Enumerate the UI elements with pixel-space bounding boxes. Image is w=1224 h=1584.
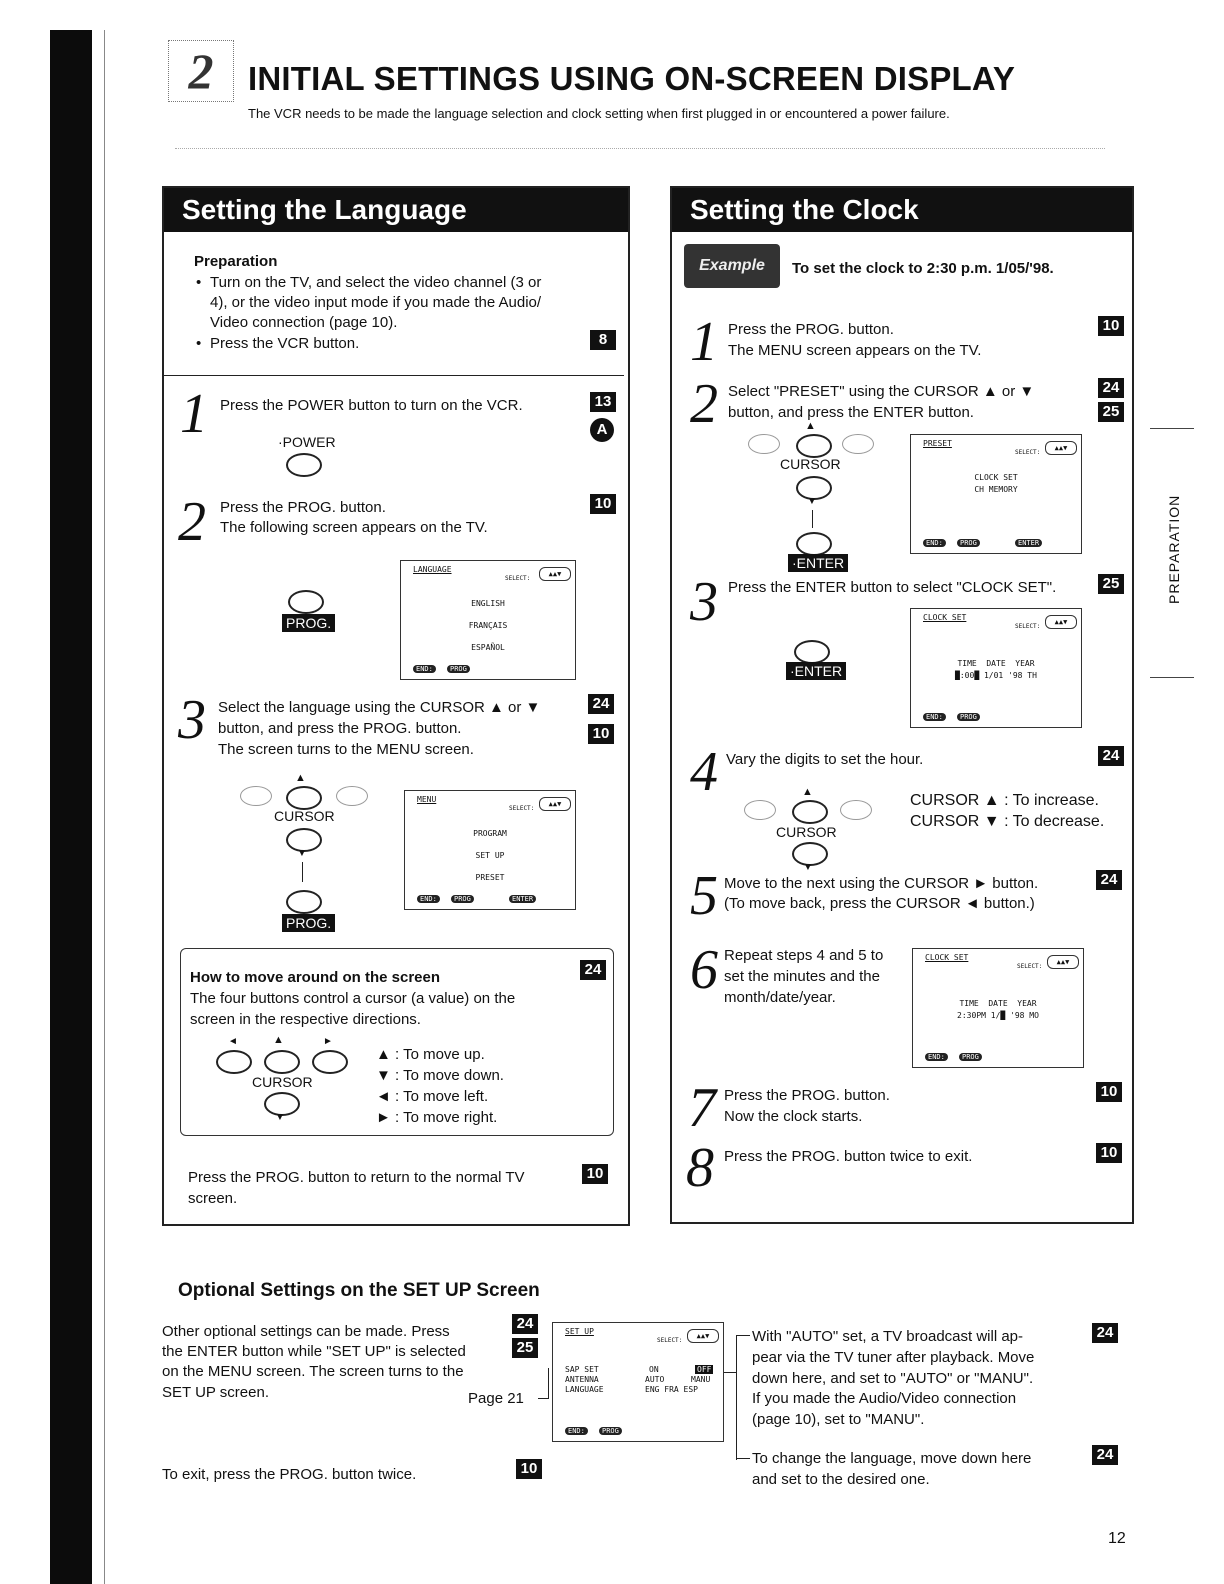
screen-footer: PROG	[451, 895, 474, 903]
step-number: 7	[688, 1077, 716, 1139]
up-arrow-icon: ▲	[805, 420, 816, 432]
cursor-left-button[interactable]	[240, 786, 272, 806]
screen-item: SET UP	[475, 851, 505, 860]
optional-title: Optional Settings on the SET UP Screen	[178, 1280, 540, 1301]
arrows-icon: ▲▲▼	[1047, 955, 1079, 969]
setup-row-value: AUTO	[645, 1375, 665, 1384]
screen-item: ESPAÑOL	[471, 643, 505, 652]
step-number: 5	[690, 865, 718, 927]
step-number: 2	[690, 373, 718, 435]
step-text: The following screen appears on the TV.	[220, 519, 488, 536]
step-text: Press the ENTER button to select "CLOCK SET".	[728, 579, 1057, 596]
page-ref-badge: 10	[1096, 1082, 1122, 1102]
step-number: 3	[178, 689, 206, 751]
tv-screen-clock-set	[910, 608, 1082, 728]
page-ref-badge: 10	[516, 1459, 542, 1479]
how-to-move-text: screen in the respective directions.	[190, 1011, 421, 1028]
setup-row-label: SAP SET	[565, 1365, 599, 1374]
cursor-label: CURSOR	[780, 456, 841, 472]
page-ref-badge: 10	[582, 1164, 608, 1184]
note-text: If you made the Audio/Video connection	[752, 1390, 1017, 1407]
cursor-left-button[interactable]	[748, 434, 780, 454]
page-ref-badge: 8	[590, 330, 616, 350]
setup-row-label: ANTENNA	[565, 1375, 599, 1384]
screen-title: LANGUAGE	[413, 565, 452, 574]
note-text: To change the language, move down here	[752, 1450, 1032, 1467]
up-arrow-icon: ▲	[802, 786, 813, 798]
prog-button[interactable]	[288, 590, 324, 614]
connector-line	[302, 862, 303, 882]
setup-row-value: MANU	[691, 1375, 711, 1384]
screen-footer: PROG	[599, 1427, 622, 1435]
enter-button[interactable]	[796, 532, 832, 556]
page-ref-badge: 25	[512, 1338, 538, 1358]
screen-footer: PROG	[957, 713, 980, 721]
step-text: button, and press the PROG. button.	[218, 720, 462, 737]
cursor-down-note: CURSOR ▼ : To decrease.	[910, 813, 1105, 830]
prep-bullet: •	[196, 335, 202, 352]
prog-button-label: PROG.	[282, 914, 335, 932]
screen-header: TIME DATE YEAR	[957, 659, 1035, 668]
callout-line	[736, 1458, 750, 1459]
screen-footer: END:	[417, 895, 440, 903]
prep-line: Press the VCR button.	[210, 335, 360, 352]
setup-row-value: ENG FRA ESP	[645, 1385, 698, 1394]
page-ref-badge: 13	[590, 392, 616, 412]
return-text: Press the PROG. button to return to the normal TV	[188, 1169, 525, 1186]
screen-select: SELECT:	[1015, 623, 1041, 630]
binding-bar	[50, 30, 92, 1584]
page-title: INITIAL SETTINGS USING ON-SCREEN DISPLAY	[248, 60, 1016, 97]
page-ref-badge: 10	[590, 494, 616, 514]
note-text: down here, and set to "AUTO" or "MANU".	[752, 1370, 1034, 1387]
step-text: button, and press the ENTER button.	[728, 404, 974, 421]
step-number: 1	[690, 311, 718, 373]
cursor-right-button[interactable]	[336, 786, 368, 806]
left-arrow-icon: ◄	[228, 1036, 238, 1047]
cursor-up-button[interactable]	[264, 1050, 300, 1074]
up-arrow-icon: ▲	[273, 1034, 284, 1046]
down-arrow-icon: ▼	[807, 496, 817, 507]
down-arrow-icon: ▼	[297, 848, 307, 859]
page-number: 12	[1108, 1530, 1126, 1547]
power-button[interactable]	[286, 453, 322, 477]
page-ref-badge: 10	[1098, 316, 1124, 336]
page-ref-badge: 24	[1098, 378, 1124, 398]
exit-text: To exit, press the PROG. button twice.	[162, 1466, 417, 1483]
prep-line: 4), or the video input mode if you made the Audio/	[210, 294, 542, 311]
tv-screen-preset	[910, 434, 1082, 554]
cursor-label: CURSOR	[274, 808, 335, 824]
cursor-up-button[interactable]	[796, 434, 832, 458]
screen-title: MENU	[417, 795, 437, 804]
cursor-up-note: CURSOR ▲ : To increase.	[910, 792, 1099, 809]
arrows-icon: ▲▲▼	[539, 567, 571, 581]
screen-footer: ENTER	[509, 895, 536, 903]
step-text: Press the PROG. button.	[728, 321, 894, 338]
optional-text: on the MENU screen. The screen turns to the	[162, 1363, 464, 1380]
prep-line: Turn on the TV, and select the video channel (3 or	[210, 274, 542, 291]
step-number: 3	[690, 571, 718, 633]
tv-screen-language	[400, 560, 576, 680]
screen-item: FRANÇAIS	[468, 621, 508, 630]
example-label: Example	[684, 244, 780, 288]
screen-footer: PROG	[959, 1053, 982, 1061]
page-ref-badge: 10	[588, 724, 614, 744]
setup-row-value: ON	[649, 1365, 659, 1374]
clock-panel-title: Setting the Clock	[672, 188, 1132, 232]
screen-select: SELECT:	[1017, 963, 1043, 970]
step-text: (To move back, press the CURSOR ◄ button.)	[724, 895, 1035, 912]
cursor-left-button[interactable]	[744, 800, 776, 820]
connector-line	[812, 510, 813, 528]
prog-button[interactable]	[286, 890, 322, 914]
cursor-label: CURSOR	[252, 1074, 313, 1090]
chapter-number: 2	[168, 40, 234, 102]
prep-line: Video connection (page 10).	[210, 314, 398, 331]
cursor-right-button[interactable]	[312, 1050, 348, 1074]
screen-footer: END:	[413, 665, 436, 673]
step-text: The MENU screen appears on the TV.	[728, 342, 982, 359]
step-number: 1	[180, 383, 208, 445]
page-subtitle: The VCR needs to be made the language selection and clock setting when first plugged in or encountered a power failure.	[248, 106, 950, 121]
screen-title: SET UP	[565, 1327, 594, 1336]
step-text: Select "PRESET" using the CURSOR ▲ or ▼	[728, 383, 1035, 400]
step-text: Press the POWER button to turn on the VCR.	[220, 397, 523, 414]
legend-left: ◄ : To move left.	[376, 1088, 489, 1105]
note-text: With "AUTO" set, a TV broadcast will ap-	[752, 1328, 1024, 1345]
page-ref-badge: 24	[580, 960, 606, 980]
enter-button-label: ·ENTER	[786, 662, 846, 680]
step-text: Press the PROG. button twice to exit.	[724, 1148, 973, 1165]
page-ref-badge: 24	[1098, 746, 1124, 766]
divider	[164, 375, 624, 376]
optional-text: SET UP screen.	[162, 1384, 269, 1401]
legend-down: ▼ : To move down.	[376, 1067, 504, 1084]
how-to-move-title: How to move around on the screen	[190, 969, 441, 986]
language-panel-title: Setting the Language	[164, 188, 628, 232]
step-text: Press the PROG. button.	[724, 1087, 890, 1104]
step-number: 8	[686, 1137, 714, 1199]
side-tab-label: PREPARATION	[1166, 494, 1182, 604]
legend-right: ► : To move right.	[376, 1109, 498, 1126]
step-number: 4	[690, 741, 718, 803]
screen-item: CLOCK SET	[974, 473, 1018, 482]
note-text: pear via the TV tuner after playback. Move	[752, 1349, 1035, 1366]
enter-button-label: ·ENTER	[788, 554, 848, 572]
page-ref-badge: 25	[1098, 574, 1124, 594]
step-text: The screen turns to the MENU screen.	[218, 741, 474, 758]
tv-screen-menu	[404, 790, 576, 910]
setup-row-label: LANGUAGE	[565, 1385, 604, 1394]
screen-select: SELECT:	[1015, 449, 1041, 456]
screen-value: █:00█ 1/01 '98 TH	[955, 671, 1037, 680]
bracket-line	[538, 1368, 549, 1399]
screen-item: CH MEMORY	[974, 485, 1018, 494]
screen-select: SELECT:	[657, 1337, 683, 1344]
page-ref-badge: 24	[1096, 870, 1122, 890]
screen-value: 2:30PM 1/█ '98 MO	[957, 1011, 1039, 1020]
note-text: (page 10), set to "MANU".	[752, 1411, 925, 1428]
screen-title: CLOCK SET	[925, 953, 969, 962]
page-ref-badge: 10	[1096, 1143, 1122, 1163]
step-text: Now the clock starts.	[724, 1108, 863, 1125]
step-text: Select the language using the CURSOR ▲ or ▼	[218, 699, 541, 716]
arrows-icon: ▲▲▼	[1045, 441, 1077, 455]
prog-button-label: PROG.	[282, 614, 335, 632]
step-text: Repeat steps 4 and 5 to	[724, 947, 884, 964]
screen-item: PRESET	[475, 873, 505, 882]
tv-screen-clock-set	[912, 948, 1084, 1068]
step-number: 6	[690, 939, 718, 1001]
page-ref-circle: A	[590, 418, 614, 442]
screen-title: PRESET	[923, 439, 952, 448]
up-arrow-icon: ▲	[295, 772, 306, 784]
how-to-move-text: The four buttons control a cursor (a value) on the	[190, 990, 516, 1007]
screen-select: SELECT:	[505, 575, 531, 582]
page-ref-badge: 24	[512, 1314, 538, 1334]
arrows-icon: ▲▲▼	[1045, 615, 1077, 629]
arrows-icon: ▲▲▼	[539, 797, 571, 811]
screen-item: ENGLISH	[471, 599, 505, 608]
page-ref-badge: 25	[1098, 402, 1124, 422]
power-button-label: ·POWER	[278, 434, 336, 450]
right-arrow-icon: ►	[323, 1036, 333, 1047]
callout-line	[736, 1335, 751, 1460]
step-text: Press the PROG. button.	[220, 499, 386, 516]
enter-button[interactable]	[794, 640, 830, 664]
down-arrow-icon: ▼	[803, 862, 813, 873]
cursor-right-button[interactable]	[842, 434, 874, 454]
cursor-up-button[interactable]	[286, 786, 322, 810]
screen-select: SELECT:	[509, 805, 535, 812]
screen-header: TIME DATE YEAR	[959, 999, 1037, 1008]
page-ref-badge: 24	[1092, 1445, 1118, 1465]
optional-text: the ENTER button while "SET UP" is selected	[162, 1343, 466, 1360]
screen-footer: END:	[565, 1427, 588, 1435]
page-ref-text: Page 21	[468, 1390, 524, 1407]
cursor-label: CURSOR	[776, 824, 837, 840]
step-text: Move to the next using the CURSOR ► button.	[724, 875, 1039, 892]
prep-bullet: •	[196, 274, 202, 291]
example-text: To set the clock to 2:30 p.m. 1/05/'98.	[792, 260, 1054, 277]
preparation-title: Preparation	[194, 253, 278, 270]
screen-footer: END:	[923, 713, 946, 721]
step-text: month/date/year.	[724, 989, 836, 1006]
callout-line	[736, 1335, 750, 1336]
step-number: 2	[178, 491, 206, 553]
arrows-icon: ▲▲▼	[687, 1329, 719, 1343]
step-text: set the minutes and the	[724, 968, 880, 985]
cursor-left-button[interactable]	[216, 1050, 252, 1074]
screen-item: PROGRAM	[473, 829, 507, 838]
screen-footer: PROG	[447, 665, 470, 673]
down-arrow-icon: ▼	[275, 1112, 285, 1123]
step-text: Vary the digits to set the hour.	[726, 751, 924, 768]
header-divider	[175, 148, 1105, 149]
cursor-right-button[interactable]	[840, 800, 872, 820]
binding-line	[104, 30, 105, 1584]
screen-title: CLOCK SET	[923, 613, 967, 622]
note-text: and set to the desired one.	[752, 1471, 930, 1488]
page-ref-badge: 24	[588, 694, 614, 714]
tv-screen-setup	[552, 1322, 724, 1442]
page-ref-badge: 24	[1092, 1323, 1118, 1343]
legend-up: ▲ : To move up.	[376, 1046, 485, 1063]
screen-footer: ENTER	[1015, 539, 1042, 547]
cursor-up-button[interactable]	[792, 800, 828, 824]
return-text: screen.	[188, 1190, 238, 1207]
screen-footer: END:	[923, 539, 946, 547]
screen-footer: PROG	[957, 539, 980, 547]
optional-text: Other optional settings can be made. Press	[162, 1323, 450, 1340]
screen-footer: END:	[925, 1053, 948, 1061]
setup-row-selected: OFF	[697, 1365, 712, 1374]
